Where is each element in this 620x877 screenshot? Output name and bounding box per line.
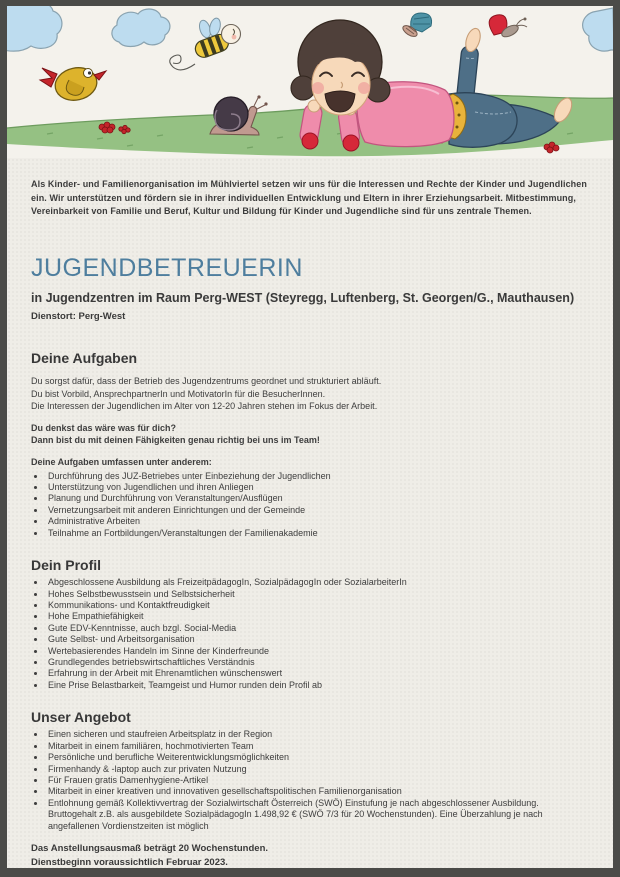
list-intro: Deine Aufgaben umfassen unter anderem:: [31, 456, 212, 467]
profil-list: [31, 577, 589, 691]
section-deine-aufgaben: [31, 350, 589, 539]
emphasis-line: Dann bist du mit deinen Fähigkeiten genau richtig bei uns im Team!: [31, 435, 320, 446]
footer-line: Dienstbeginn voraussichtlich Februar 2023.: [31, 856, 228, 868]
list-item: • Kommunikations- und Kontaktfreudigkeit: [46, 600, 589, 611]
list-item: • Grundlegendes betriebswirtschaftliches Verständnis: [46, 657, 589, 668]
section-unser-angebot: [31, 709, 589, 832]
aufgaben-list: [31, 471, 589, 540]
list-item: • Erfahrung in der Arbeit mit Ehrenamtlichen wünschenswert: [46, 668, 589, 679]
document-body: [7, 178, 613, 868]
list-item: • Wertebasierendes Handeln im Sinne der Kinderfreunde: [46, 646, 589, 657]
page-title: JUGENDBETREUERIN: [31, 253, 303, 282]
list-item: • Planung und Durchführung von Veranstaltungen/Ausflügen: [46, 493, 589, 504]
job-location: Dienstort: Perg-West: [31, 311, 126, 322]
footer-note: [31, 842, 589, 868]
header-illustration: [7, 6, 613, 158]
list-item: • Mitarbeit in einer kreativen und innovativen gesellschaftspolitischen Familienorganisation: [46, 786, 589, 797]
intro-paragraph: Als Kinder- und Familienorganisation im Mühlviertel setzen wir uns für die Interessen und Rechte der Kinder und Jugendlichen ein. Wir unterstützen und fördern sie in ihrer individuellen Entwicklung und Eltern in ihrer Erziehungsarbeit. Mitbestimmung, Vereinbarkeit von Familie und Beruf, Kultur und Bildung für Kinder und Jugendliche sind für uns zentrale Themen.: [31, 179, 587, 216]
list-item: • Hohe Empathiefähigkeit: [46, 611, 589, 622]
list-item: • Teilnahme an Fortbildungen/Veranstaltungen der Familienakademie: [46, 528, 589, 539]
list-item: • Abgeschlossene Ausbildung als FreizeitpädagogIn, SozialpädagogIn oder SozialarbeiterIn: [46, 577, 589, 588]
list-item: • Gute EDV-Kenntnisse, auch bzgl. Social-Media: [46, 623, 589, 634]
job-subtitle: in Jugendzentren im Raum Perg-WEST (Steyregg, Luftenberg, St. Georgen/G., Mauthausen): [31, 291, 575, 305]
list-item: • Unterstützung von Jugendlichen und ihren Anliegen: [46, 482, 589, 493]
angebot-list: [31, 729, 589, 832]
list-item: • Administrative Arbeiten: [46, 516, 589, 527]
list-item: • Einen sicheren und staufreien Arbeitsplatz in der Region: [46, 729, 589, 740]
list-item: • Eine Prise Belastbarkeit, Teamgeist und Humor runden dein Profil ab: [46, 680, 589, 691]
section-heading-aufgaben: Deine Aufgaben: [31, 350, 138, 366]
emphasis-line: Du denkst das wäre was für dich?: [31, 422, 177, 433]
footer-line: Das Anstellungsausmaß beträgt 20 Wochenstunden.: [31, 843, 269, 855]
emphasis-block: [31, 422, 589, 447]
section-heading-angebot: Unser Angebot: [31, 709, 131, 726]
list-item: • Hohes Selbstbewusstsein und Selbstsicherheit: [46, 589, 589, 600]
document-page: [7, 6, 613, 868]
list-item: • Gute Selbst- und Arbeitsorganisation: [46, 634, 589, 645]
body-line: Du bist Vorbild, AnsprechpartnerIn und MotivatorIn für die BesucherInnen.: [31, 388, 326, 399]
body-line: Die Interessen der Jugendlichen im Alter von 12-20 Jahren stehen im Fokus der Arbeit.: [31, 401, 378, 412]
body-line: Du sorgst dafür, dass der Betrieb des Jugendzentrums geordnet und strukturiert abläuft.: [31, 376, 382, 386]
list-item: • Persönliche und berufliche Weiterentwicklungsmöglichkeiten: [46, 752, 589, 763]
section-heading-profil: Dein Profil: [31, 557, 102, 574]
list-item: • Für Frauen gratis Damenhygiene-Artikel: [46, 775, 589, 786]
list-item: • Vernetzungsarbeit mit anderen Einrichtungen und der Gemeinde: [46, 505, 589, 516]
list-item: • Entlohnung gemäß Kollektivvertrag der Sozialwirtschaft Österreich (SWÖ) Einstufung je nach abgeschlossener Ausbildung. Bruttogehalt z.B. als ausgebildete SozialpädagogIn 1.498,92 € (SWÖ 7/3 für 20 Wochenstunden). Eine Überzahlung je nach angefallenen Vordienstzeiten ist möglich: [46, 798, 589, 832]
list-item: • Durchführung des JUZ-Betriebes unter Einbeziehung der Jugendlichen: [46, 471, 589, 482]
list-item: • Firmenhandy & -laptop auch zur privaten Nutzung: [46, 764, 589, 775]
section-dein-profil: [31, 557, 589, 691]
list-item: • Mitarbeit in einem familiären, hochmotivierten Team: [46, 741, 589, 752]
